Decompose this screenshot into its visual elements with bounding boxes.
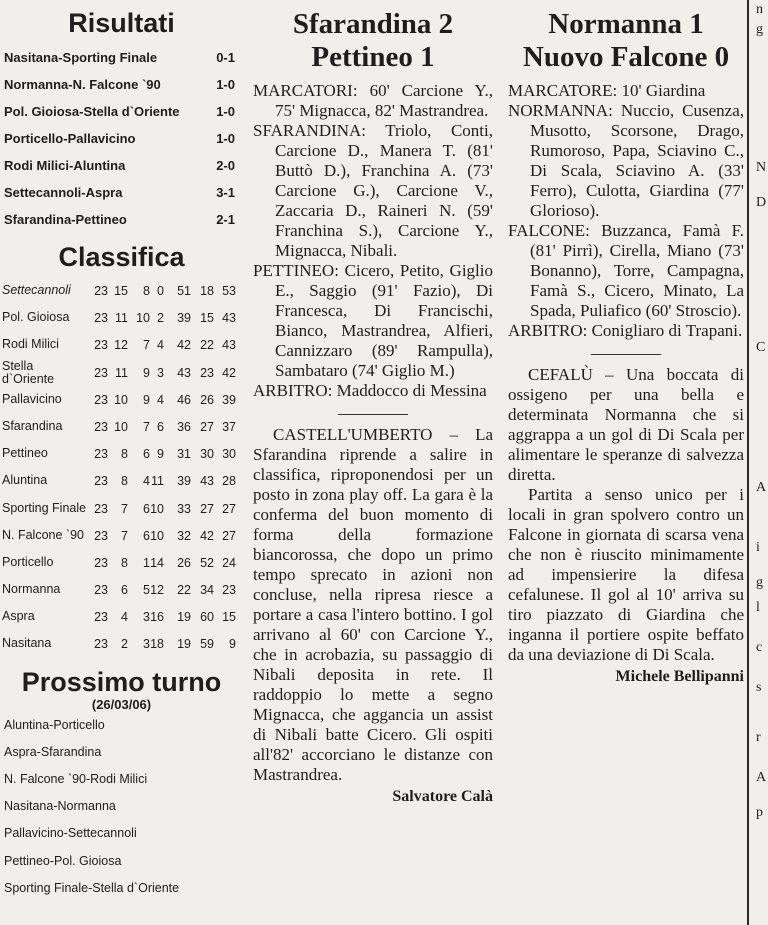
stat-p: 3 <box>157 365 164 380</box>
standings-row <box>0 604 243 631</box>
stat-pt: 53 <box>222 284 236 298</box>
result-row <box>0 126 243 153</box>
standings-row <box>0 468 243 495</box>
stat-p: 6 <box>157 419 164 434</box>
body-text: La Sfarandina riprende a salire in classifica, riproponendosi per un posto in zona play off. La gara è la conferma del buon momento di forma della formazione biancorossa, che dopo un primo tempo sprecato in azioni non concluse, nella ripresa riesce a portare a casa l'intero bottino. I gol arrivano al 60' con Carcione Y., che in acrobazia, su passaggio di Nibali deposita in rete. Il raddoppio lo mette a segno Mignacca, che aggancia un assist di Nibali batte Cicero. Gli ospiti all'82' accorciano le distanze con Mastrandrea. <box>253 425 493 784</box>
result-score: 0-1 <box>216 50 235 65</box>
standings-row <box>0 577 243 604</box>
stat-pt: 28 <box>222 474 236 489</box>
stat-g: 23 <box>94 311 108 326</box>
team-name: Aluntina <box>2 473 48 488</box>
standings-row <box>0 414 243 441</box>
stat-s: 34 <box>200 583 214 598</box>
stat-v: 8 <box>121 555 128 570</box>
team-name: Pallavicino <box>2 391 62 406</box>
lineup-home: NORMANNA: Nuccio, Cusenza, Musotto, Scorsone, Drago, Rumoroso, Papa, Sciavino C., Di Scala, Sciavino A. (33' Ferro), Culotta, Giardina (77' Glorioso). <box>508 101 744 220</box>
stat-pt: 27 <box>222 501 236 516</box>
team-name: N. Falcone `90 <box>2 527 84 542</box>
stat-s: 15 <box>200 311 214 326</box>
team-name: Settecannoli <box>2 283 71 297</box>
author-byline: Salvatore Calà <box>392 788 493 805</box>
stat-n: 9 <box>143 392 150 407</box>
stat-p: 10 <box>150 501 164 516</box>
result-score: 1-0 <box>216 131 235 146</box>
stat-p: 2 <box>157 311 164 326</box>
stat-g: 23 <box>94 610 108 625</box>
stat-v: 6 <box>121 583 128 598</box>
fixture: Nasitana-Normanna <box>4 799 116 814</box>
edge-fragment: A <box>756 770 767 785</box>
standings-row <box>0 523 243 550</box>
stat-v: 4 <box>121 610 128 625</box>
edge-fragment: p <box>756 805 763 820</box>
stat-n: 5 <box>143 583 150 598</box>
stat-v: 2 <box>121 637 128 652</box>
team-name: Aspra <box>2 609 35 624</box>
stat-p: 11 <box>151 474 164 489</box>
stat-p: 4 <box>157 392 164 407</box>
fixture: Pettineo-Pol. Gioiosa <box>4 853 122 868</box>
standings-row <box>0 332 243 359</box>
stat-f: 36 <box>177 419 191 434</box>
standings-table <box>0 278 243 659</box>
stat-v: 15 <box>114 284 128 298</box>
stat-s: 26 <box>200 392 214 407</box>
stat-f: 39 <box>177 474 191 489</box>
stat-pt: 24 <box>222 555 236 570</box>
stat-n: 9 <box>143 365 150 380</box>
stat-s: 27 <box>200 501 214 516</box>
result-match: Nasitana-Sporting Finale <box>4 50 158 65</box>
column-rule <box>747 0 749 925</box>
stat-p: 12 <box>150 583 164 598</box>
edge-fragment: g <box>756 575 763 590</box>
result-score: 1-0 <box>216 77 235 92</box>
standings-row <box>0 550 243 577</box>
stat-pt: 43 <box>222 338 236 353</box>
stat-p: 10 <box>150 528 164 543</box>
team-name: Rodi Milici <box>2 337 59 352</box>
next-round-date: (26/03/06) <box>91 696 152 712</box>
results-list <box>0 45 243 234</box>
result-score: 2-1 <box>216 212 235 227</box>
stat-v: 7 <box>121 501 128 516</box>
stat-v: 8 <box>121 474 128 489</box>
article-normanna <box>508 0 744 687</box>
stat-pt: 30 <box>222 447 236 462</box>
next-round-list <box>0 712 243 902</box>
standings-row <box>0 631 243 658</box>
stat-g: 23 <box>94 501 108 516</box>
stat-g: 23 <box>94 637 108 652</box>
headline-line2: Nuovo Falcone 0 <box>522 41 730 73</box>
result-match: Pol. Gioiosa-Stella d`Oriente <box>4 104 180 119</box>
standings-row <box>0 441 243 468</box>
stat-f: 33 <box>177 501 191 516</box>
stat-p: 16 <box>150 610 164 625</box>
stat-p: 0 <box>157 284 164 298</box>
team-name: Pol. Gioiosa <box>2 310 70 325</box>
stat-f: 46 <box>177 392 191 407</box>
article-body <box>508 365 744 485</box>
result-match: Normanna-N. Falcone `90 <box>4 77 161 92</box>
fixture: N. Falcone `90-Rodi Milici <box>4 772 148 786</box>
edge-fragment: s <box>756 680 762 695</box>
stat-f: 19 <box>177 637 191 652</box>
stat-g: 23 <box>94 365 108 380</box>
edge-fragment: N <box>756 160 767 175</box>
stat-s: 22 <box>200 338 214 353</box>
stat-v: 12 <box>114 338 128 353</box>
result-match: Settecannoli-Aspra <box>4 185 123 200</box>
edge-fragment: r <box>756 730 761 745</box>
lineup-away: FALCONE: Buzzanca, Famà F. (81' Pirrì), Cirella, Miano (73' Bonanno), Torre, Campagna, Famà S., Cicero, Minato, La Spada, Puliafico (60' Stroscio). <box>508 221 744 320</box>
stat-g: 23 <box>94 338 108 353</box>
headline-line2: Pettineo 1 <box>311 41 435 73</box>
dateline: CASTELL'UMBERTO – <box>273 425 459 444</box>
stat-f: 32 <box>177 528 191 543</box>
stat-s: 27 <box>200 419 214 434</box>
stat-v: 8 <box>121 447 128 462</box>
article-sfarandina <box>253 0 493 807</box>
headline-line1: Sfarandina 2 <box>292 8 454 40</box>
standings-title: Classifica <box>58 242 185 272</box>
standings-row <box>0 278 243 305</box>
stat-f: 31 <box>177 447 191 462</box>
body-text: Una boccata di ossigeno per una bella e determinata Normanna che si aggrappa a un gol di Di Scala per alimentare le speranze di salvezza diretta. <box>508 365 744 484</box>
edge-fragment: D <box>756 195 767 210</box>
stat-n: 3 <box>143 610 150 625</box>
team-name: Porticello <box>2 554 54 569</box>
team-name: Sporting Finale <box>2 500 87 515</box>
dateline: CEFALÙ – <box>528 365 614 384</box>
result-score: 3-1 <box>216 185 235 200</box>
stat-f: 22 <box>177 583 191 598</box>
standings-row <box>0 496 243 523</box>
edge-fragment: l <box>756 600 760 615</box>
stat-s: 60 <box>200 610 214 625</box>
stat-s: 23 <box>200 365 214 380</box>
stat-n: 6 <box>143 528 150 543</box>
stat-n: 7 <box>143 338 150 353</box>
stat-n: 8 <box>143 284 150 298</box>
stat-s: 52 <box>200 555 214 570</box>
scorers: MARCATORI: 60' Carcione Y., 75' Mignacca, 82' Mastrandrea. <box>253 81 493 120</box>
stat-g: 23 <box>94 447 108 462</box>
body-text-2: Partita a senso unico per i locali in gran spolvero contro un Falcone in giornata di scarsa vena che non è riuscito minimamente ad impensierire la difesa cefalunese. Il gol al 10' arriva su tiro piazzato di Giardina che inganna il portiere ospite beffato da una deviazione di Di Scala. <box>508 485 744 664</box>
stat-g: 23 <box>94 419 108 434</box>
stat-p: 9 <box>157 447 164 462</box>
stat-s: 59 <box>200 637 214 652</box>
stat-pt: 15 <box>222 610 236 625</box>
stat-n: 10 <box>136 311 150 326</box>
stat-s: 42 <box>200 528 214 543</box>
stat-v: 11 <box>115 365 128 380</box>
article-body <box>253 425 493 785</box>
result-row <box>0 45 243 72</box>
fixture: Aluntina-Porticello <box>4 717 105 732</box>
standings-column <box>0 0 243 925</box>
standings-row <box>0 305 243 332</box>
separator-rule <box>591 354 661 355</box>
stat-f: 42 <box>177 338 191 353</box>
stat-p: 18 <box>150 637 164 652</box>
stat-n: 6 <box>143 501 150 516</box>
fixture: Sporting Finale-Stella d`Oriente <box>4 880 180 895</box>
headline-line1: Normanna 1 <box>548 8 704 40</box>
stat-p: 4 <box>157 338 164 353</box>
scorers: MARCATORE: 10' Giardina <box>508 81 706 100</box>
stat-f: 39 <box>177 311 191 326</box>
cropped-next-column <box>753 0 768 925</box>
stat-s: 43 <box>200 474 214 489</box>
stat-pt: 37 <box>222 419 236 434</box>
stat-n: 3 <box>143 637 150 652</box>
stat-pt: 42 <box>222 365 236 380</box>
stat-s: 30 <box>200 447 214 462</box>
lineup-home: SFARANDINA: Triolo, Conti, Carcione D., Manera T. (81' Buttò D.), Franchina A. (73' Carcione G.), Carcione V., Zaccaria D., Raineri N. (59' Franchina S.), Carcione Y., Mignacca, Nibali. <box>253 121 493 260</box>
stat-pt: 39 <box>222 392 236 407</box>
stat-f: 19 <box>177 610 191 625</box>
edge-fragment: c <box>756 640 763 655</box>
stat-pt: 23 <box>222 583 236 598</box>
stat-f: 26 <box>177 555 191 570</box>
stat-g: 23 <box>94 583 108 598</box>
stat-v: 11 <box>115 311 128 326</box>
stat-n: 4 <box>143 474 150 489</box>
stat-p: 14 <box>150 555 164 570</box>
result-score: 1-0 <box>216 104 235 119</box>
separator-rule <box>338 414 408 415</box>
stat-pt: 9 <box>229 637 236 652</box>
lineup-away: PETTINEO: Cicero, Petito, Giglio E., Saggio (91' Fazio), Di Francesca, Di Francischi, Bianco, Mastrandrea, Alfieri, Cannizzaro (89' Rampulla), Sambataro (74' Giglio M.) <box>253 261 493 380</box>
stat-v: 10 <box>114 419 128 434</box>
stat-g: 23 <box>94 284 108 298</box>
team-name: Sfarandina <box>2 418 63 433</box>
referee: ARBITRO: Conigliaro di Trapani. <box>508 321 743 340</box>
stat-pt: 27 <box>222 528 236 543</box>
result-match: Sfarandina-Pettineo <box>4 212 127 227</box>
result-score: 2-0 <box>216 158 235 173</box>
fixture: Aspra-Sfarandina <box>4 744 102 759</box>
standings-row <box>0 387 243 414</box>
result-match: Rodi Milici-Aluntina <box>4 158 126 173</box>
team-name: Pettineo <box>2 446 48 461</box>
referee: ARBITRO: Maddocco di Messina <box>253 381 487 400</box>
stat-f: 43 <box>177 365 191 380</box>
stat-v: 10 <box>114 392 128 407</box>
stat-f: 51 <box>177 284 191 298</box>
edge-fragment: n <box>756 2 763 17</box>
team-name: Normanna <box>2 582 61 597</box>
results-title: Risultati <box>68 8 175 38</box>
stat-pt: 43 <box>222 311 236 326</box>
result-match: Porticello-Pallavicino <box>4 131 136 146</box>
stat-g: 23 <box>94 555 108 570</box>
result-row <box>0 99 243 126</box>
fixture: Pallavicino-Settecannoli <box>4 826 137 841</box>
stat-s: 18 <box>200 284 214 298</box>
edge-fragment: i <box>756 540 760 555</box>
stat-n: 7 <box>143 419 150 434</box>
next-round-title: Prossimo turno <box>21 666 222 697</box>
result-row <box>0 180 243 207</box>
edge-fragment: A <box>756 480 767 495</box>
author-byline: Michele Bellipanni <box>615 668 744 685</box>
team-name: Nasitana <box>2 636 52 651</box>
result-row <box>0 207 243 234</box>
result-row <box>0 153 243 180</box>
team-name: Stella d`Oriente <box>2 358 55 386</box>
stat-g: 23 <box>94 392 108 407</box>
edge-fragment: C <box>756 340 766 355</box>
result-row <box>0 72 243 99</box>
stat-n: 1 <box>143 555 150 570</box>
stat-g: 23 <box>94 474 108 489</box>
stat-v: 7 <box>121 528 128 543</box>
standings-row <box>0 360 243 387</box>
edge-fragment: g <box>756 22 763 37</box>
stat-g: 23 <box>94 528 108 543</box>
stat-n: 6 <box>143 447 150 462</box>
